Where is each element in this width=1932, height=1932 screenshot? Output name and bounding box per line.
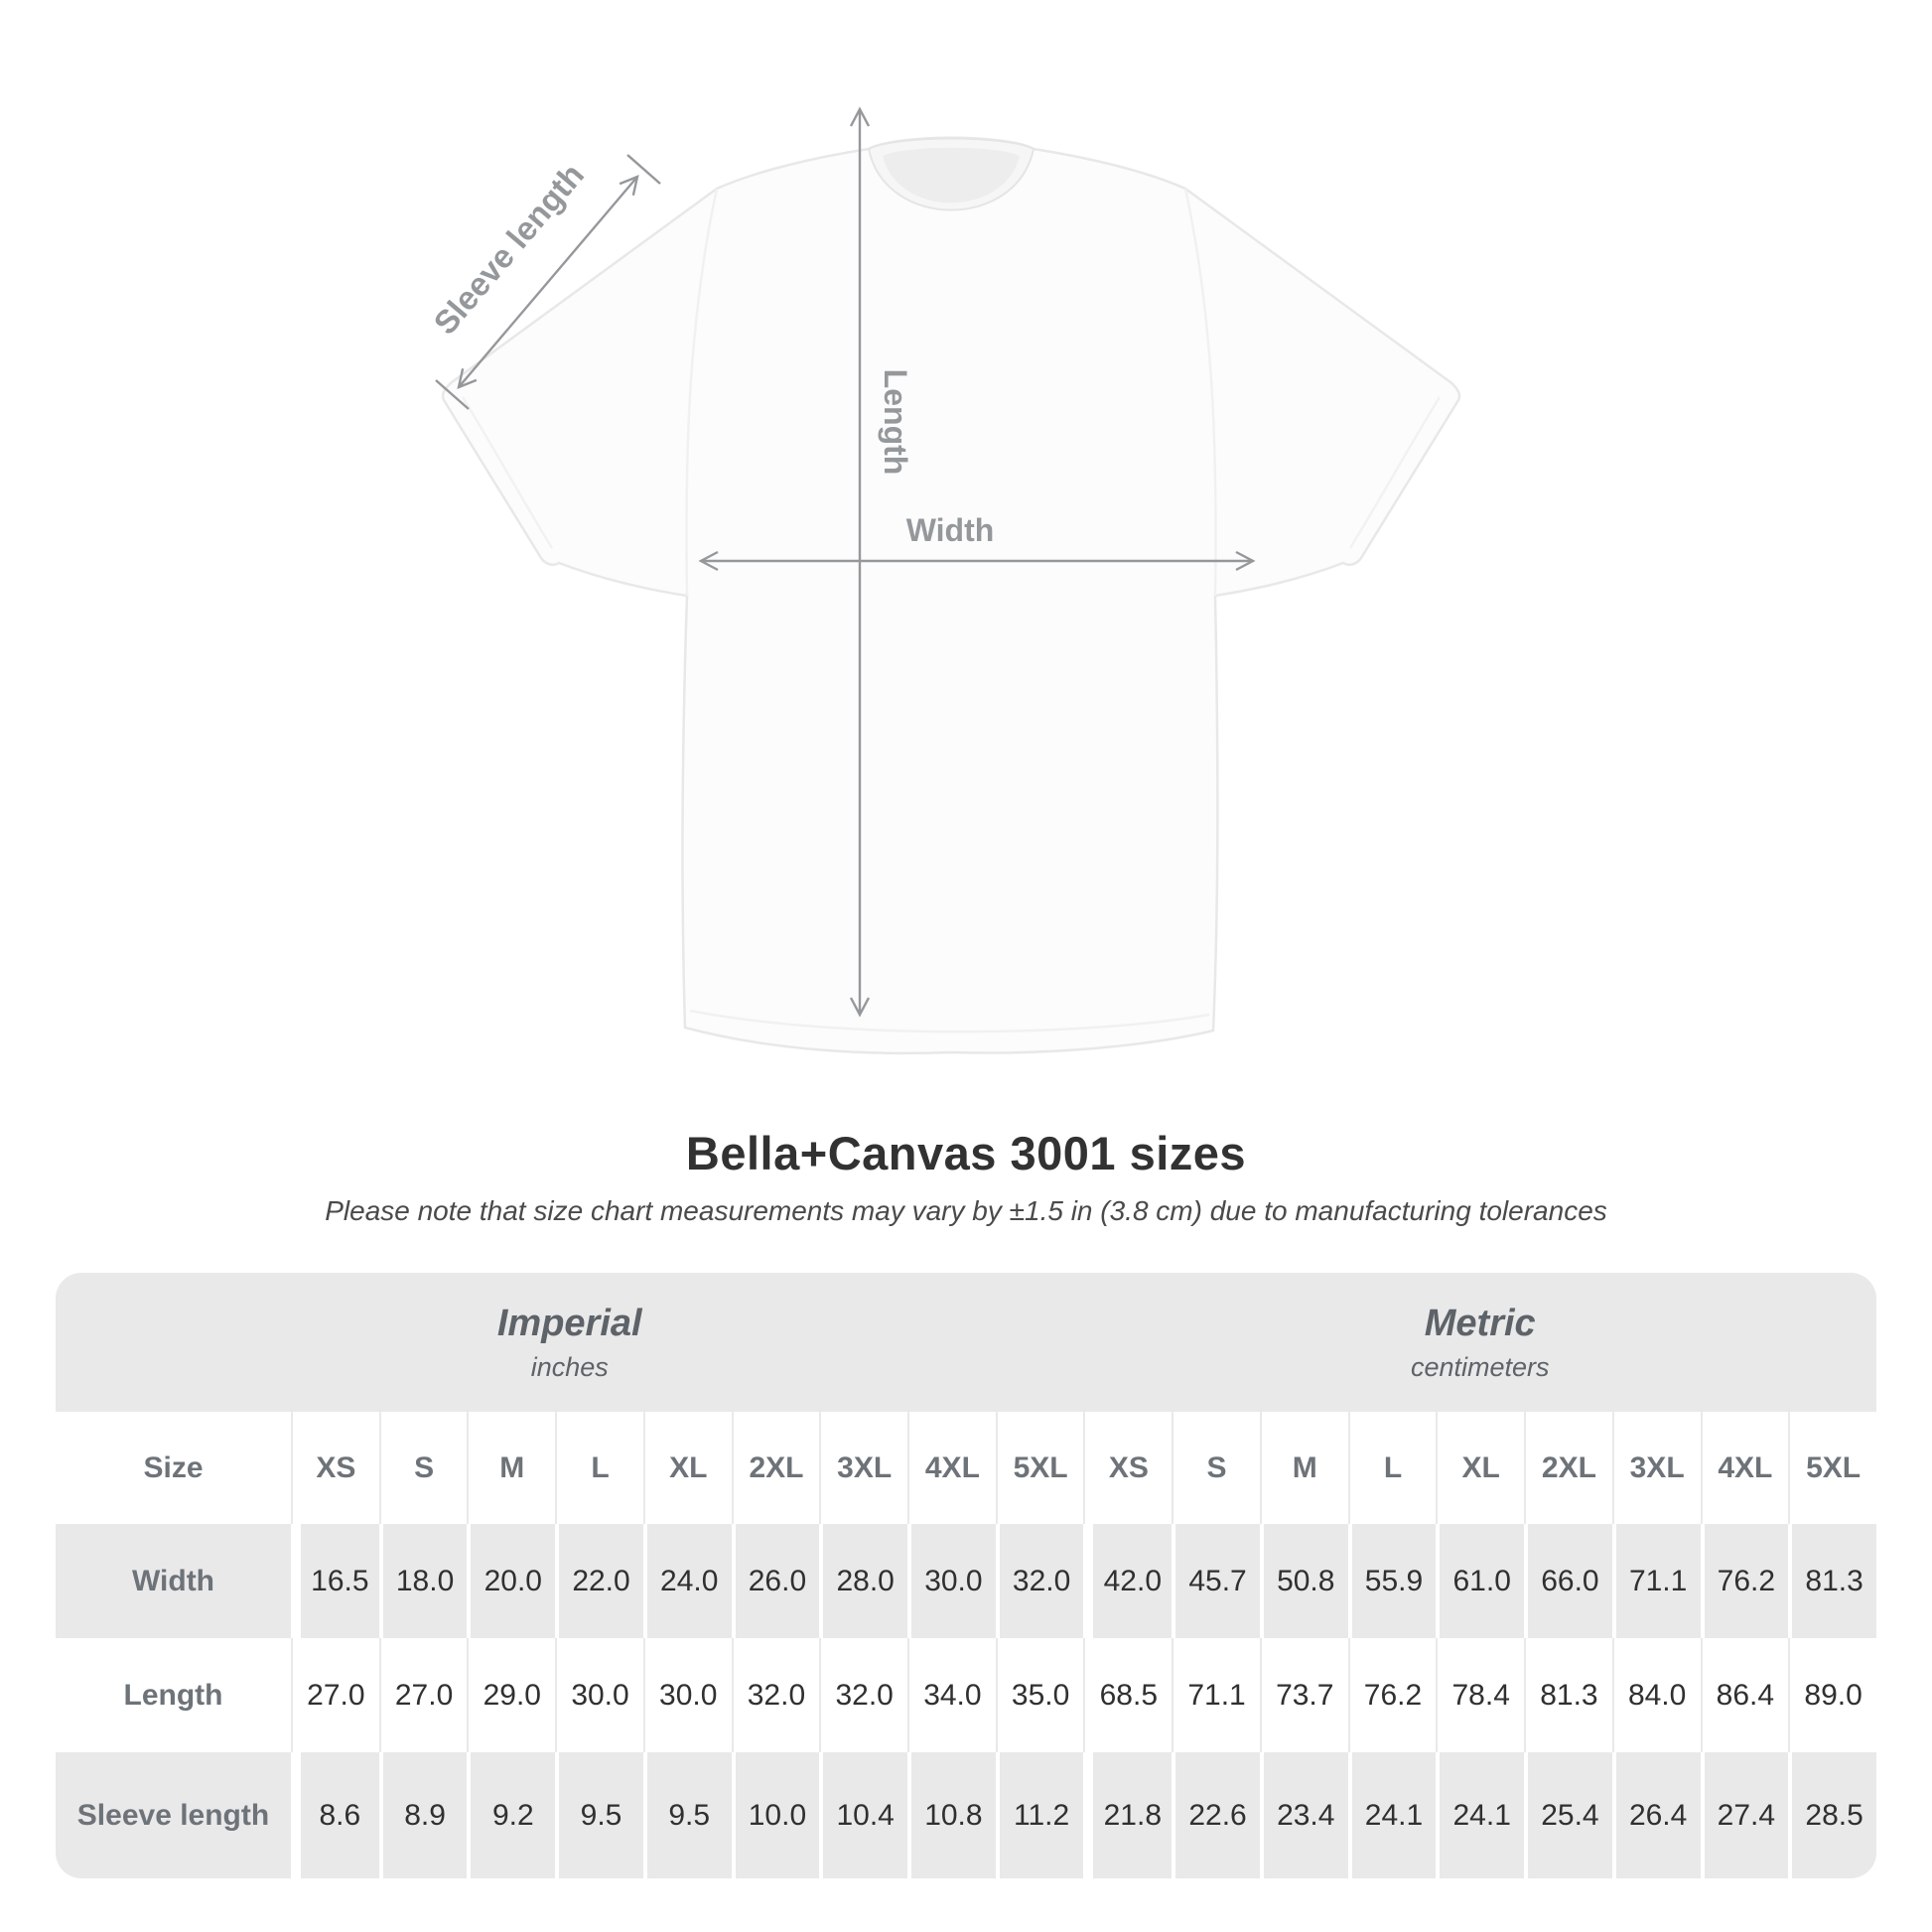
table-cell: 8.9 bbox=[379, 1752, 468, 1878]
table-cell: 24.0 bbox=[643, 1524, 732, 1638]
table-cell: 68.5 bbox=[1083, 1638, 1172, 1752]
table-cell: 29.0 bbox=[467, 1638, 555, 1752]
metric-group-header bbox=[1083, 1273, 1876, 1412]
imperial-group-header bbox=[56, 1273, 1083, 1412]
metric-unit: centimeters bbox=[1410, 1351, 1550, 1382]
sleeve-length-row bbox=[56, 1752, 1876, 1878]
tolerance-note: Please note that size chart measurements may vary by ±1.5 in (3.8 cm) due to manufacturing tolerances bbox=[325, 1195, 1607, 1226]
table-cell: 81.3 bbox=[1788, 1524, 1876, 1638]
size-header: 2XL bbox=[732, 1412, 820, 1524]
table-cell: 61.0 bbox=[1436, 1524, 1524, 1638]
table-cell: 16.5 bbox=[291, 1524, 379, 1638]
table-cell: 21.8 bbox=[1083, 1752, 1172, 1878]
table-cell: 10.8 bbox=[907, 1752, 996, 1878]
size-header: 4XL bbox=[907, 1412, 996, 1524]
table-cell: 30.0 bbox=[907, 1524, 996, 1638]
table-cell: 27.0 bbox=[379, 1638, 468, 1752]
table-cell: 8.6 bbox=[291, 1752, 379, 1878]
table-cell: 9.5 bbox=[643, 1752, 732, 1878]
table-cell: 11.2 bbox=[996, 1752, 1084, 1878]
table-cell: 78.4 bbox=[1436, 1638, 1524, 1752]
size-table bbox=[56, 1273, 1876, 1878]
size-header: XL bbox=[1436, 1412, 1524, 1524]
size-header: 3XL bbox=[819, 1412, 907, 1524]
row-label: Width bbox=[56, 1524, 291, 1638]
table-cell: 55.9 bbox=[1348, 1524, 1437, 1638]
table-cell: 30.0 bbox=[643, 1638, 732, 1752]
imperial-unit: inches bbox=[530, 1351, 609, 1382]
table-cell: 34.0 bbox=[907, 1638, 996, 1752]
page-title: Bella+Canvas 3001 sizes bbox=[685, 1127, 1247, 1179]
table-cell: 71.1 bbox=[1612, 1524, 1701, 1638]
table-cell: 45.7 bbox=[1172, 1524, 1260, 1638]
metric-label: Metric bbox=[1424, 1302, 1536, 1344]
length-label: Length bbox=[878, 368, 913, 476]
size-header: XS bbox=[291, 1412, 379, 1524]
tshirt-graphic bbox=[443, 138, 1459, 1053]
table-cell: 27.0 bbox=[291, 1638, 379, 1752]
table-cell: 26.4 bbox=[1612, 1752, 1701, 1878]
table-cell: 22.0 bbox=[555, 1524, 643, 1638]
size-header: L bbox=[1348, 1412, 1437, 1524]
size-header: 5XL bbox=[996, 1412, 1084, 1524]
table-cell: 9.5 bbox=[555, 1752, 643, 1878]
table-cell: 10.0 bbox=[732, 1752, 820, 1878]
table-cell: 20.0 bbox=[467, 1524, 555, 1638]
size-table-grid bbox=[56, 1273, 1876, 1878]
unit-group-row bbox=[56, 1273, 1876, 1412]
size-header: XS bbox=[1083, 1412, 1172, 1524]
size-header: 2XL bbox=[1524, 1412, 1612, 1524]
size-header: S bbox=[1172, 1412, 1260, 1524]
size-header: 5XL bbox=[1788, 1412, 1876, 1524]
sleeve-arrow-top-tick bbox=[627, 155, 660, 184]
table-cell: 9.2 bbox=[467, 1752, 555, 1878]
table-cell: 27.4 bbox=[1701, 1752, 1789, 1878]
width-row bbox=[56, 1524, 1876, 1638]
size-header-row bbox=[56, 1412, 1876, 1524]
size-header: L bbox=[555, 1412, 643, 1524]
table-cell: 73.7 bbox=[1260, 1638, 1348, 1752]
size-header: M bbox=[1260, 1412, 1348, 1524]
table-cell: 26.0 bbox=[732, 1524, 820, 1638]
table-cell: 32.0 bbox=[732, 1638, 820, 1752]
table-cell: 28.5 bbox=[1788, 1752, 1876, 1878]
row-label: Sleeve length bbox=[56, 1752, 291, 1878]
imperial-label: Imperial bbox=[496, 1302, 642, 1344]
table-cell: 25.4 bbox=[1524, 1752, 1612, 1878]
width-label: Width bbox=[905, 512, 995, 548]
size-header: M bbox=[467, 1412, 555, 1524]
table-cell: 22.6 bbox=[1172, 1752, 1260, 1878]
length-row bbox=[56, 1638, 1876, 1752]
table-cell: 50.8 bbox=[1260, 1524, 1348, 1638]
size-header: S bbox=[379, 1412, 468, 1524]
table-cell: 84.0 bbox=[1612, 1638, 1701, 1752]
size-header: 4XL bbox=[1701, 1412, 1789, 1524]
table-cell: 28.0 bbox=[819, 1524, 907, 1638]
table-cell: 10.4 bbox=[819, 1752, 907, 1878]
size-header: XL bbox=[643, 1412, 732, 1524]
size-header: 3XL bbox=[1612, 1412, 1701, 1524]
table-cell: 32.0 bbox=[996, 1524, 1084, 1638]
table-cell: 89.0 bbox=[1788, 1638, 1876, 1752]
table-cell: 86.4 bbox=[1701, 1638, 1789, 1752]
size-column-header: Size bbox=[56, 1412, 291, 1524]
table-cell: 71.1 bbox=[1172, 1638, 1260, 1752]
table-cell: 66.0 bbox=[1524, 1524, 1612, 1638]
table-cell: 23.4 bbox=[1260, 1752, 1348, 1878]
table-cell: 76.2 bbox=[1348, 1638, 1437, 1752]
row-label: Length bbox=[123, 1678, 223, 1712]
table-cell: 42.0 bbox=[1083, 1524, 1172, 1638]
table-cell: 24.1 bbox=[1436, 1752, 1524, 1878]
tshirt-body bbox=[443, 138, 1459, 1053]
table-cell: 32.0 bbox=[819, 1638, 907, 1752]
table-cell: 35.0 bbox=[996, 1638, 1084, 1752]
table-cell: 81.3 bbox=[1524, 1638, 1612, 1752]
sleeve-length-label: Sleeve length bbox=[426, 156, 592, 342]
table-cell: 76.2 bbox=[1701, 1524, 1789, 1638]
table-cell: 24.1 bbox=[1348, 1752, 1437, 1878]
table-cell: 18.0 bbox=[379, 1524, 468, 1638]
table-cell: 30.0 bbox=[555, 1638, 643, 1752]
